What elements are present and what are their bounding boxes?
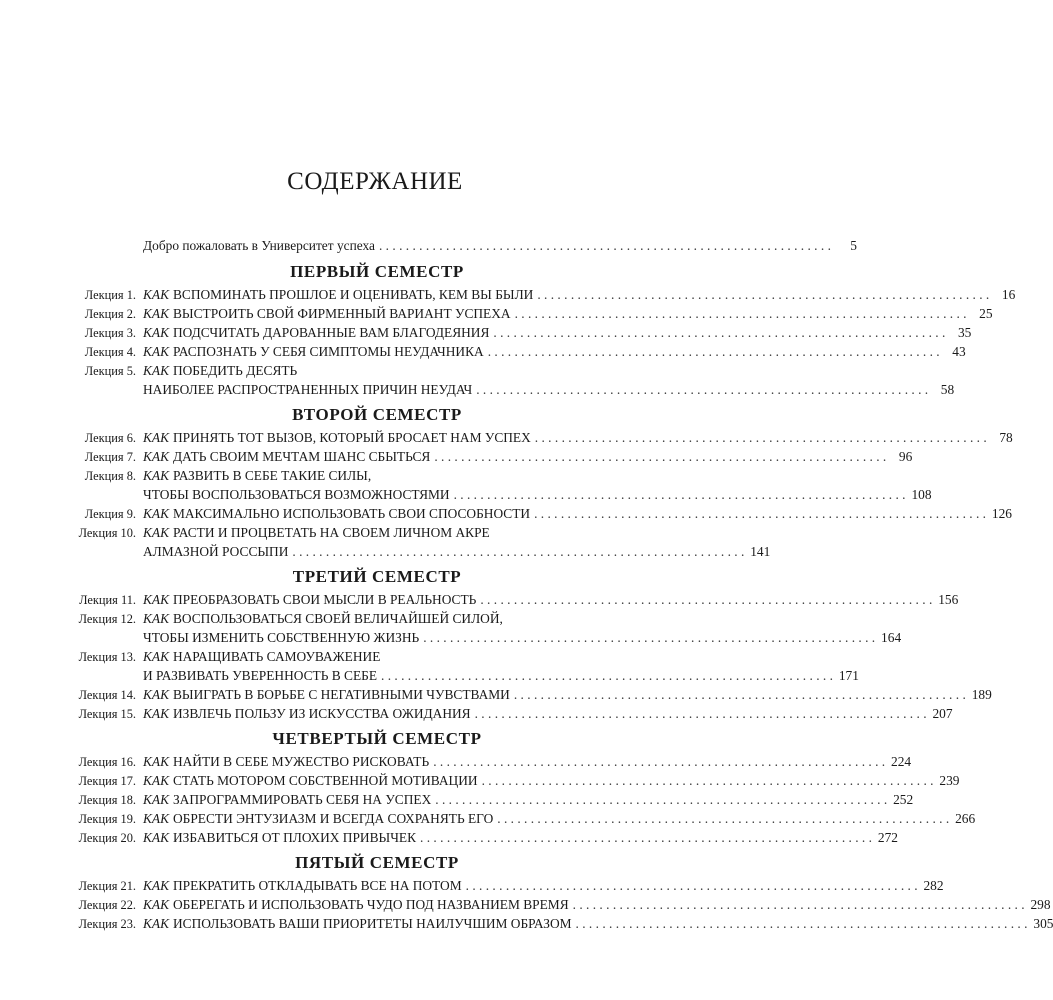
toc-entry-title <box>143 304 511 323</box>
lecture-label: Лекция 17. <box>78 774 136 788</box>
toc-entry-title <box>143 485 450 504</box>
dot-leader <box>493 323 945 342</box>
toc-entry-line: СТАТЬ МОТОРОМ СОБСТВЕННОЙ МОТИВАЦИИ <box>172 773 478 788</box>
dot-leader <box>379 236 831 255</box>
dot-leader <box>420 828 872 847</box>
toc-entry-continuation[interactable] <box>66 628 902 647</box>
toc-entry-title <box>143 323 489 342</box>
dot-leader <box>514 685 966 704</box>
toc-entry-lecture[interactable] <box>66 809 976 828</box>
toc-entry-line: ЗАПРОГРАММИРОВАТЬ СЕБЯ НА УСПЕХ <box>172 792 432 807</box>
dot-leader <box>435 790 887 809</box>
toc-entry-title <box>143 752 429 771</box>
toc-page-number: 266 <box>955 811 976 826</box>
lecture-label: Лекция 5. <box>84 364 136 378</box>
toc-entry-line: ЧТОБЫ ВОСПОЛЬЗОВАТЬСЯ ВОЗМОЖНОСТЯМИ <box>143 487 450 502</box>
lecture-label: Лекция 4. <box>84 345 136 359</box>
semester-heading: ЧЕТВЕРТЫЙ СЕМЕСТР <box>272 729 482 748</box>
toc-entry-lecture[interactable] <box>66 647 628 666</box>
dot-leader <box>537 285 989 304</box>
toc-entry-title <box>143 466 371 485</box>
toc-entry-line: ПРЕКРАТИТЬ ОТКЛАДЫВАТЬ ВСЕ НА ПОТОМ <box>172 878 462 893</box>
kak-prefix: КАК <box>143 592 169 607</box>
toc-entry-line: ОБЕРЕГАТЬ И ИСПОЛЬЗОВАТЬ ЧУДО ПОД НАЗВАНИЕМ ВРЕМЯ <box>172 897 569 912</box>
kak-prefix: КАК <box>143 430 169 445</box>
toc-page-number: 35 <box>957 325 972 340</box>
toc-entry-title: Добро пожаловать в Университет успеха <box>143 238 375 253</box>
toc-entry-title <box>143 771 478 790</box>
dot-leader <box>423 628 875 647</box>
toc-entry-line: ЧТОБЫ ИЗМЕНИТЬ СОБСТВЕННУЮ ЖИЗНЬ <box>143 630 420 645</box>
kak-prefix: КАК <box>143 687 169 702</box>
dot-leader <box>480 590 932 609</box>
toc-page-number: 126 <box>991 506 1012 521</box>
lecture-label: Лекция 23. <box>78 917 136 931</box>
dot-leader <box>292 542 744 561</box>
toc-entry-lecture[interactable] <box>66 704 953 723</box>
toc-entry-continuation[interactable] <box>66 485 932 504</box>
toc-entry-lecture[interactable] <box>66 609 628 628</box>
toc-entry-line: ПОДСЧИТАТЬ ДАРОВАННЫЕ ВАМ БЛАГОДЕЯНИЯ <box>172 325 490 340</box>
toc-entry-title <box>143 647 380 666</box>
dot-leader <box>488 342 940 361</box>
dot-leader <box>434 447 886 466</box>
kak-prefix: КАК <box>143 287 169 302</box>
lecture-label: Лекция 14. <box>78 688 136 702</box>
toc-entry-title <box>143 895 569 914</box>
toc-entry-line: НАИБОЛЕЕ РАСПРОСТРАНЕННЫХ ПРИЧИН НЕУДАЧ <box>143 382 473 397</box>
toc-page-number: 189 <box>971 687 992 702</box>
toc-page-number: 78 <box>999 430 1013 445</box>
toc-page-number: 58 <box>940 382 955 397</box>
dot-leader <box>534 504 986 523</box>
toc-entry-line: ВЫИГРАТЬ В БОРЬБЕ С НЕГАТИВНЫМИ ЧУВСТВАМИ <box>172 687 510 702</box>
semester-heading: ВТОРОЙ СЕМЕСТР <box>292 405 462 424</box>
semester-heading: ТРЕТИЙ СЕМЕСТР <box>292 567 462 586</box>
toc-entry-line: РАЗВИТЬ В СЕБЕ ТАКИЕ СИЛЫ, <box>172 468 372 483</box>
toc-entry-line: НАРАЩИВАТЬ САМОУВАЖЕНИЕ <box>172 649 381 664</box>
toc-entry-lecture[interactable] <box>66 771 960 790</box>
toc-entry-line: НАЙТИ В СЕБЕ МУЖЕСТВО РИСКОВАТЬ <box>172 754 430 769</box>
dot-leader <box>515 304 967 323</box>
lecture-label: Лекция 12. <box>78 612 136 626</box>
toc-page-number: 282 <box>923 878 944 893</box>
toc-entry-line: ВСПОМИНАТЬ ПРОШЛОЕ И ОЦЕНИВАТЬ, КЕМ ВЫ БЫЛИ <box>172 287 534 302</box>
toc-page-number: 171 <box>838 668 859 683</box>
toc-page-number: 272 <box>877 830 898 845</box>
dot-leader <box>475 704 927 723</box>
toc-entry-title <box>143 428 531 447</box>
toc-page-number: 108 <box>911 487 932 502</box>
toc-entry-line: ИЗВЛЕЧЬ ПОЛЬЗУ ИЗ ИСКУССТВА ОЖИДАНИЯ <box>172 706 471 721</box>
toc-entry-lecture[interactable] <box>66 590 959 609</box>
toc-page-number: 5 <box>850 238 857 253</box>
lecture-label: Лекция 15. <box>78 707 136 721</box>
kak-prefix: КАК <box>143 363 169 378</box>
page-title: СОДЕРЖАНИЕ <box>287 168 463 195</box>
lecture-label: Лекция 1. <box>84 288 136 302</box>
toc-entry-line: ОБРЕСТИ ЭНТУЗИАЗМ И ВСЕГДА СОХРАНЯТЬ ЕГО <box>172 811 494 826</box>
kak-prefix: КАК <box>143 754 169 769</box>
lecture-label: Лекция 16. <box>78 755 136 769</box>
kak-prefix: КАК <box>143 773 169 788</box>
toc-entry-title <box>143 380 472 399</box>
lecture-label: Лекция 9. <box>84 507 136 521</box>
dot-leader <box>381 666 833 685</box>
dot-leader <box>576 914 1028 933</box>
toc-page-number: 298 <box>1030 897 1051 912</box>
kak-prefix: КАК <box>143 306 169 321</box>
toc-entry-lecture[interactable] <box>66 447 913 466</box>
toc-entry-lecture[interactable] <box>66 876 944 895</box>
lecture-label: Лекция 20. <box>78 831 136 845</box>
kak-prefix: КАК <box>143 325 169 340</box>
kak-prefix: КАК <box>143 706 169 721</box>
toc-entry-lecture[interactable] <box>66 895 1051 914</box>
toc-entry-title <box>143 628 419 647</box>
dot-leader <box>433 752 885 771</box>
toc-entry-line: ВЫСТРОИТЬ СВОЙ ФИРМЕННЫЙ ВАРИАНТ УСПЕХА <box>172 306 511 321</box>
toc-entry-lecture[interactable] <box>66 323 972 342</box>
lecture-label: Лекция 19. <box>78 812 136 826</box>
dot-leader <box>497 809 949 828</box>
semester-heading: ПЯТЫЙ СЕМЕСТР <box>295 853 459 872</box>
kak-prefix: КАК <box>143 897 169 912</box>
kak-prefix: КАК <box>143 506 169 521</box>
lecture-label: Лекция 10. <box>78 526 136 540</box>
toc-entry-line: АЛМАЗНОЙ РОССЫПИ <box>143 544 289 559</box>
toc-entry-lecture[interactable] <box>66 523 628 542</box>
toc-entry-lecture[interactable] <box>66 361 628 380</box>
lecture-label: Лекция 2. <box>84 307 136 321</box>
toc-entry-title <box>143 876 462 895</box>
kak-prefix: КАК <box>143 792 169 807</box>
lecture-label: Лекция 3. <box>84 326 136 340</box>
toc-entry-title <box>143 361 297 380</box>
toc-entry-title <box>143 828 416 847</box>
toc-entry-lecture[interactable] <box>66 790 914 809</box>
toc-page-number: 164 <box>881 630 902 645</box>
semester-heading: ПЕРВЫЙ СЕМЕСТР <box>290 262 464 281</box>
toc-entry-title <box>143 809 493 828</box>
toc-entry-title <box>143 609 503 628</box>
kak-prefix: КАК <box>143 878 169 893</box>
dot-leader <box>535 428 987 447</box>
toc-page-number: 96 <box>898 449 913 464</box>
dot-leader <box>476 380 928 399</box>
toc-entry-title <box>143 504 530 523</box>
toc-page-number: 207 <box>932 706 953 721</box>
toc-page-number: 224 <box>891 754 912 769</box>
toc-page-number: 305 <box>1033 916 1053 931</box>
toc-entry-title <box>143 685 510 704</box>
toc-entry-continuation[interactable] <box>66 380 955 399</box>
dot-leader <box>482 771 934 790</box>
kak-prefix: КАК <box>143 611 169 626</box>
toc-page-number: 156 <box>938 592 959 607</box>
kak-prefix: КАК <box>143 916 169 931</box>
toc-entry-title <box>143 790 431 809</box>
toc-entry-line: РАСПОЗНАТЬ У СЕБЯ СИМПТОМЫ НЕУДАЧНИКА <box>172 344 484 359</box>
toc-entry-lecture[interactable] <box>66 504 1012 523</box>
toc-entry-title <box>143 590 476 609</box>
toc-entry-line: ПРИНЯТЬ ТОТ ВЫЗОВ, КОТОРЫЙ БРОСАЕТ НАМ УСПЕХ <box>172 430 531 445</box>
dot-leader <box>454 485 906 504</box>
table-of-contents <box>66 236 1053 933</box>
toc-entry-title <box>143 542 288 561</box>
kak-prefix: КАК <box>143 811 169 826</box>
toc-entry-title <box>143 342 484 361</box>
toc-entry-line: ПОБЕДИТЬ ДЕСЯТЬ <box>172 363 298 378</box>
toc-entry-title <box>143 285 533 304</box>
toc-entry-title <box>143 914 572 933</box>
toc-entry-title <box>143 447 430 466</box>
toc-entry-lecture[interactable] <box>66 685 992 704</box>
toc-entry-continuation[interactable] <box>66 666 859 685</box>
lecture-label: Лекция 8. <box>84 469 136 483</box>
kak-prefix: КАК <box>143 468 169 483</box>
toc-entry-title <box>143 666 377 685</box>
toc-entry-line: ИСПОЛЬЗОВАТЬ ВАШИ ПРИОРИТЕТЫ НАИЛУЧШИМ ОБРАЗОМ <box>172 916 572 931</box>
toc-entry-title <box>143 523 490 542</box>
toc-entry-line: ИЗБАВИТЬСЯ ОТ ПЛОХИХ ПРИВЫЧЕК <box>172 830 417 845</box>
toc-entry-lecture[interactable] <box>66 752 912 771</box>
toc-page-number: 25 <box>979 306 993 321</box>
toc-entry-lecture[interactable] <box>66 466 628 485</box>
toc-page-number: 239 <box>939 773 960 788</box>
toc-entry-lecture[interactable] <box>66 285 1016 304</box>
lecture-label: Лекция 18. <box>78 793 136 807</box>
toc-entry-line: И РАЗВИВАТЬ УВЕРЕННОСТЬ В СЕБЕ <box>143 668 377 683</box>
dot-leader <box>466 876 918 895</box>
toc-page-number: 252 <box>893 792 914 807</box>
lecture-label: Лекция 21. <box>78 879 136 893</box>
toc-entry-welcome[interactable] <box>66 236 857 255</box>
toc-entry-title <box>143 704 471 723</box>
toc-entry-lecture[interactable] <box>66 828 898 847</box>
toc-page-number: 16 <box>1001 287 1016 302</box>
kak-prefix: КАК <box>143 649 169 664</box>
semester-list <box>66 261 1053 933</box>
kak-prefix: КАК <box>143 830 169 845</box>
lecture-label: Лекция 13. <box>78 650 136 664</box>
dot-leader <box>573 895 1025 914</box>
toc-entry-line: ДАТЬ СВОИМ МЕЧТАМ ШАНС СБЫТЬСЯ <box>172 449 431 464</box>
toc-entry-lecture[interactable] <box>66 914 1053 933</box>
toc-entry-continuation[interactable] <box>66 542 771 561</box>
toc-entry-line: ПРЕОБРАЗОВАТЬ СВОИ МЫСЛИ В РЕАЛЬНОСТЬ <box>172 592 477 607</box>
toc-page-number: 141 <box>750 544 771 559</box>
lecture-label: Лекция 7. <box>84 450 136 464</box>
lecture-label: Лекция 22. <box>78 898 136 912</box>
toc-entry-lecture[interactable] <box>66 304 993 323</box>
toc-entry-line: РАСТИ И ПРОЦВЕТАТЬ НА СВОЕМ ЛИЧНОМ АКРЕ <box>172 525 490 540</box>
toc-page-number: 43 <box>952 344 966 359</box>
kak-prefix: КАК <box>143 449 169 464</box>
toc-entry-line: ВОСПОЛЬЗОВАТЬСЯ СВОЕЙ ВЕЛИЧАЙШЕЙ СИЛОЙ, <box>172 611 503 626</box>
toc-entry-lecture[interactable] <box>66 428 1013 447</box>
kak-prefix: КАК <box>143 525 169 540</box>
lecture-label: Лекция 11. <box>79 593 136 607</box>
lecture-label: Лекция 6. <box>84 431 136 445</box>
toc-entry-line: МАКСИМАЛЬНО ИСПОЛЬЗОВАТЬ СВОИ СПОСОБНОСТИ <box>172 506 531 521</box>
toc-entry-lecture[interactable] <box>66 342 966 361</box>
kak-prefix: КАК <box>143 344 169 359</box>
